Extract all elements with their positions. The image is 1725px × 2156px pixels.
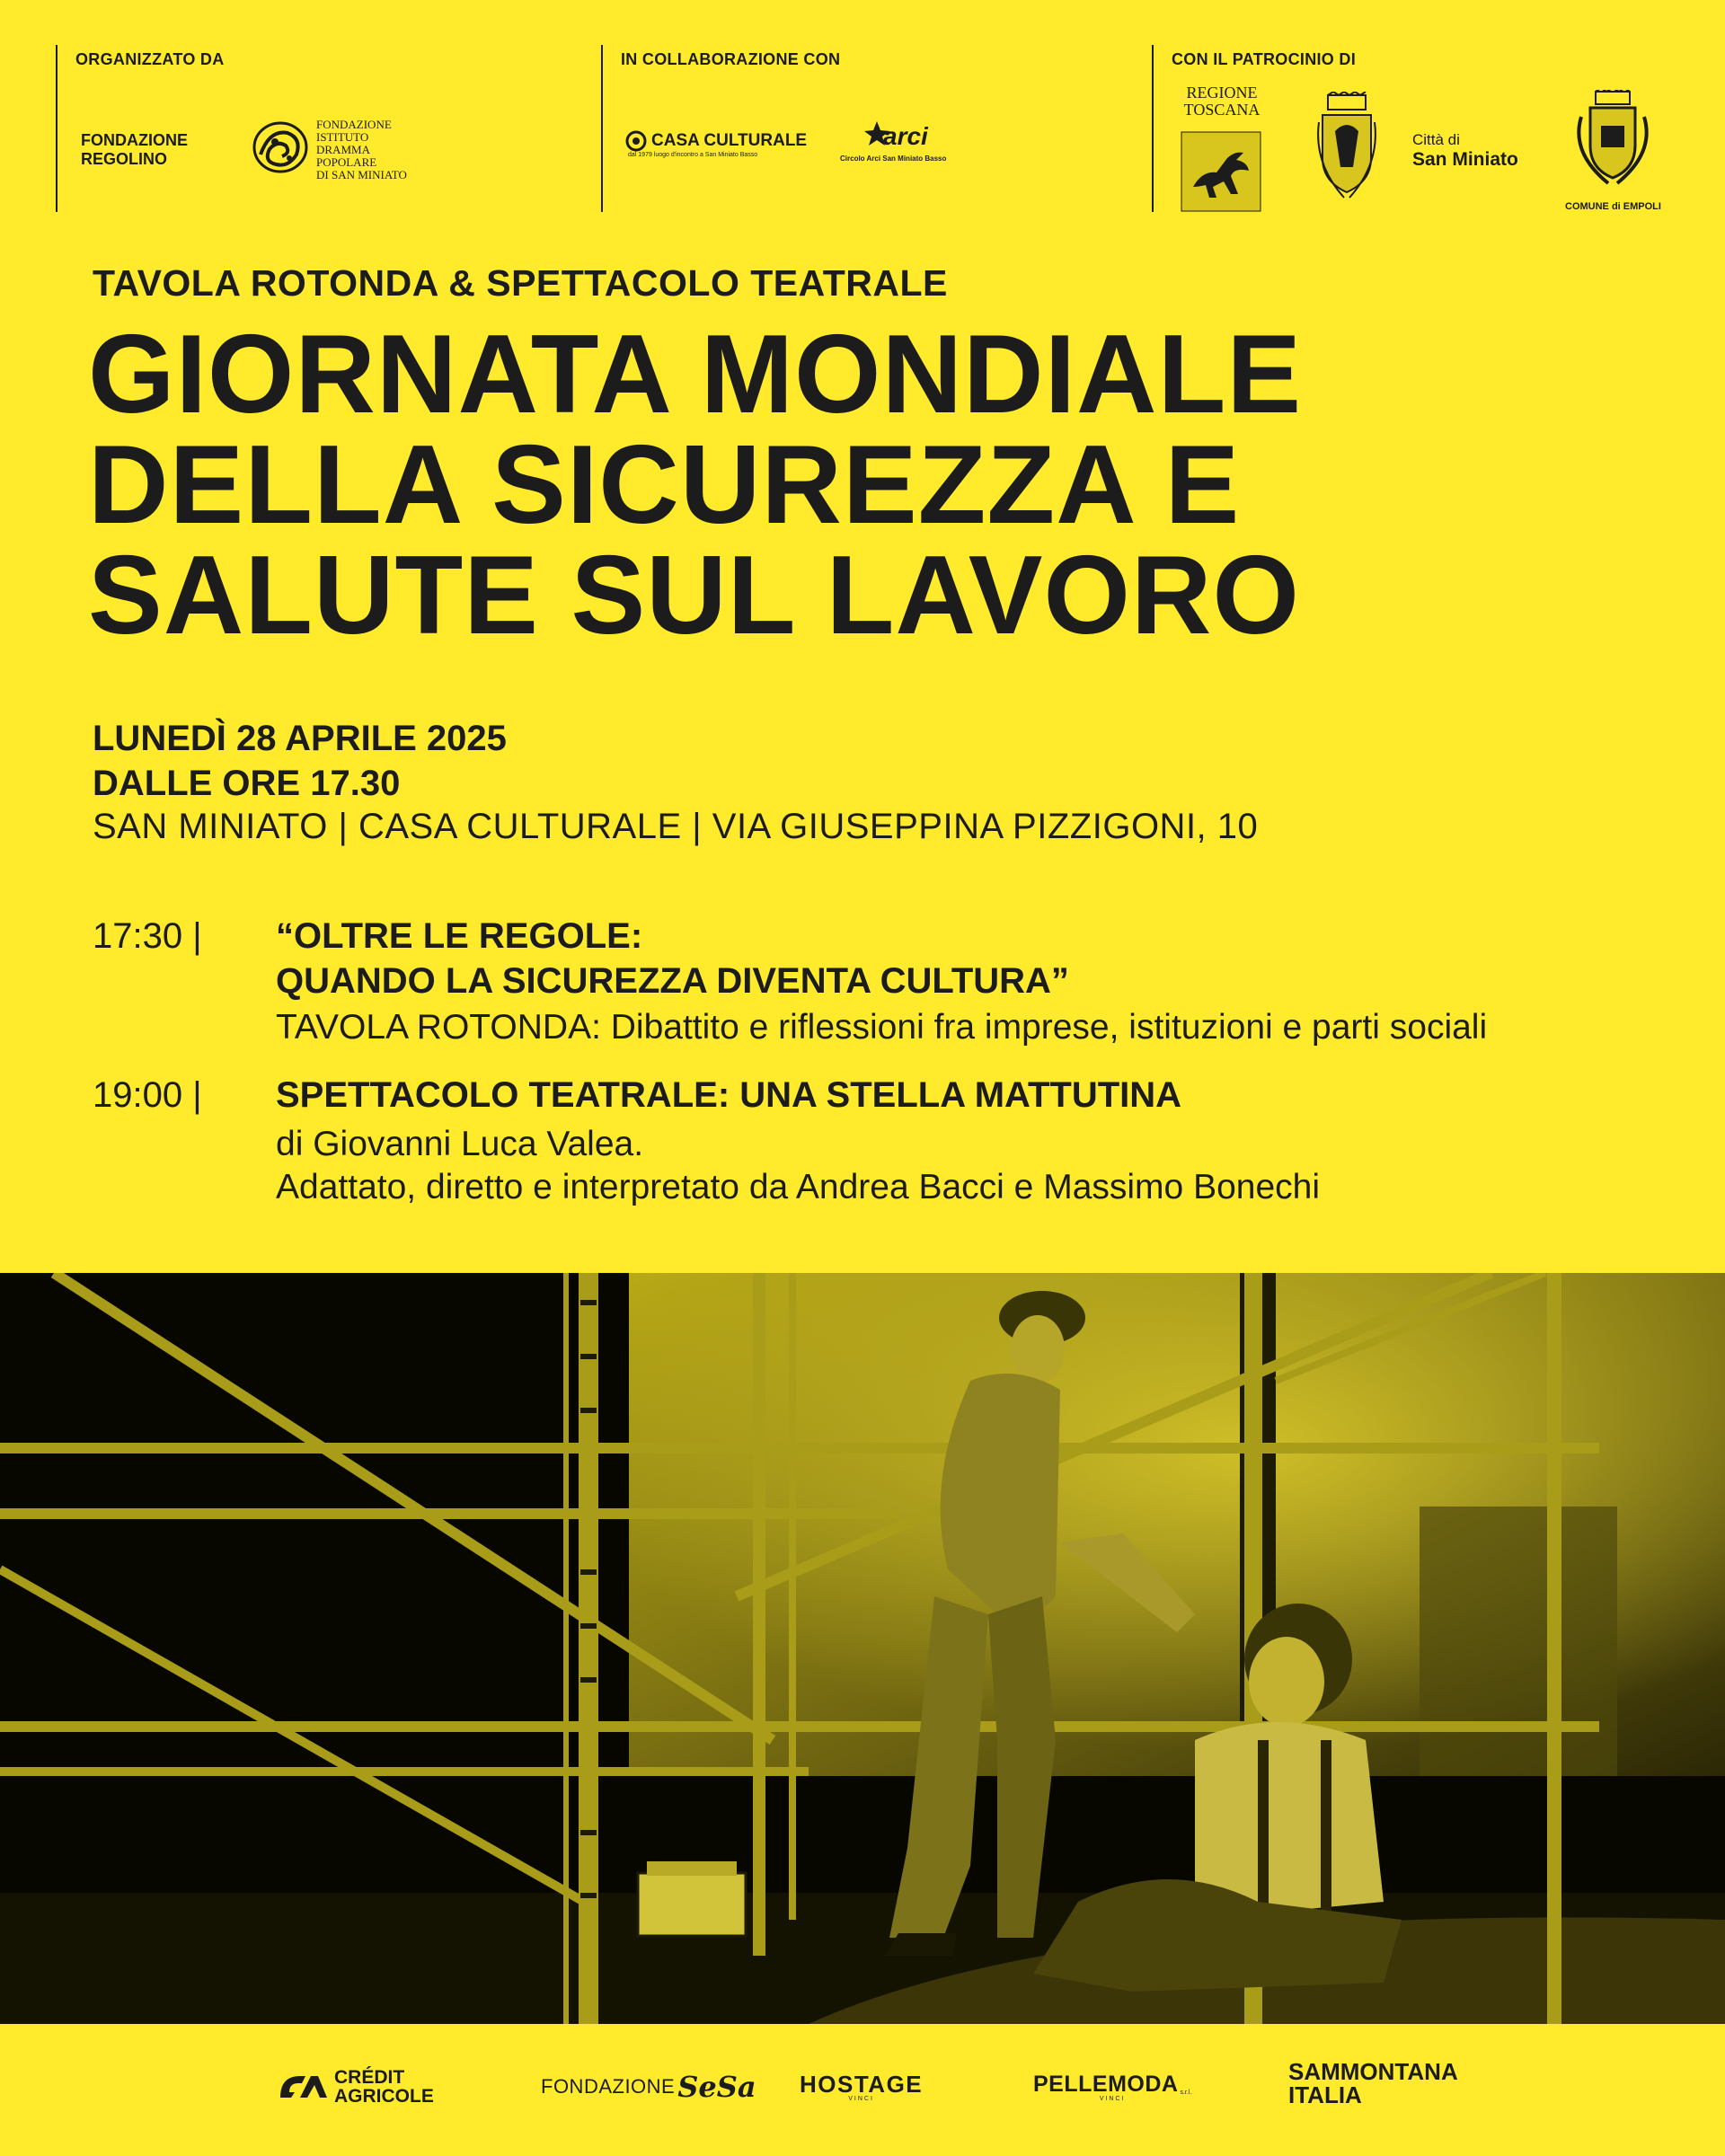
theatre-scene-photo (0, 1273, 1725, 2024)
san-miniato-logo: San Miniato (1412, 149, 1518, 170)
patronage-section (1152, 45, 1693, 212)
comune-empoli-label: COMUNE di EMPOLI (1565, 201, 1661, 212)
collaboration-section (601, 45, 1106, 212)
fondazione-idp-emblem (252, 119, 309, 176)
program-description: Adattato, diretto e interpretato da Andrea Bacci e Massimo Bonechi (276, 1168, 1321, 1206)
program-description: di Giovanni Luca Valea. (276, 1125, 644, 1163)
pellemoda-logo: PELLEMODA s.r.l. VINCI (1033, 2071, 1192, 2102)
arci-logo: arci (883, 122, 928, 150)
casa-culturale-icon (624, 129, 648, 153)
sammontana-logo: SAMMONTANA ITALIA (1288, 2058, 1458, 2108)
fondazione-sesa-logo: FONDAZIONE SeSa (541, 2070, 756, 2104)
program-description: TAVOLA ROTONDA: Dibattito e riflessioni fra imprese, istituzioni e parti sociali (276, 1008, 1488, 1047)
empoli-crest-icon (1563, 90, 1662, 189)
hostage-logo: HOSTAGE VINCI (800, 2070, 924, 2102)
arci-subtitle: Circolo Arci San Miniato Basso (840, 155, 947, 163)
collaboration-label: IN COLLABORAZIONE CON (621, 50, 841, 68)
credit-agricole-logo: CRÉDIT AGRICOLE (277, 2066, 434, 2107)
event-date: LUNEDÌ 28 APRILE 2025 (93, 719, 507, 758)
scaffolding-scene-image (0, 1273, 1725, 2024)
event-venue: SAN MINIATO | CASA CULTURALE | VIA GIUSEPPINA PIZZIGONI, 10 (93, 807, 1259, 846)
pegasus-icon (1181, 131, 1261, 212)
organizer-label: ORGANIZZATO DA (75, 50, 225, 68)
event-kicker: TAVOLA ROTONDA & SPETTACOLO TEATRALE (93, 262, 948, 304)
patronage-label: CON IL PATROCINIO DI (1172, 50, 1357, 68)
casa-culturale-logo: CASA CULTURALE (651, 131, 808, 150)
program-time: 19:00 | (93, 1075, 202, 1115)
program-title-line: “OLTRE LE REGOLE: (276, 916, 643, 956)
event-title-line: DELLA SICUREZZA E (88, 423, 1241, 547)
fondazione-regolino-logo: FONDAZIONE REGOLINO (81, 131, 188, 168)
organizer-section (56, 45, 561, 212)
event-title-line: SALUTE SUL LAVORO (88, 534, 1300, 658)
event-start-time: DALLE ORE 17.30 (93, 764, 401, 803)
san-miniato-crest-icon (1314, 92, 1380, 207)
program-time: 17:30 | (93, 916, 202, 956)
event-title-line: GIORNATA MONDIALE (88, 313, 1303, 437)
event-title (88, 313, 1651, 658)
citta-di-label: Città di (1412, 131, 1460, 148)
program-title-line: SPETTACOLO TEATRALE: UNA STELLA MATTUTINA (276, 1075, 1182, 1115)
program-title-line: QUANDO LA SICUREZZA DIVENTA CULTURA” (276, 961, 1069, 1001)
fondazione-idp-logo-text: FONDAZIONE ISTITUTO DRAMMA POPOLARE DI SAN MINIATO (316, 118, 407, 181)
casa-culturale-subtitle: dal 1979 luogo d'incontro a San Miniato Basso (628, 152, 758, 158)
credit-agricole-icon (277, 2069, 331, 2105)
regione-toscana-logo: REGIONE TOSCANA (1183, 84, 1261, 119)
